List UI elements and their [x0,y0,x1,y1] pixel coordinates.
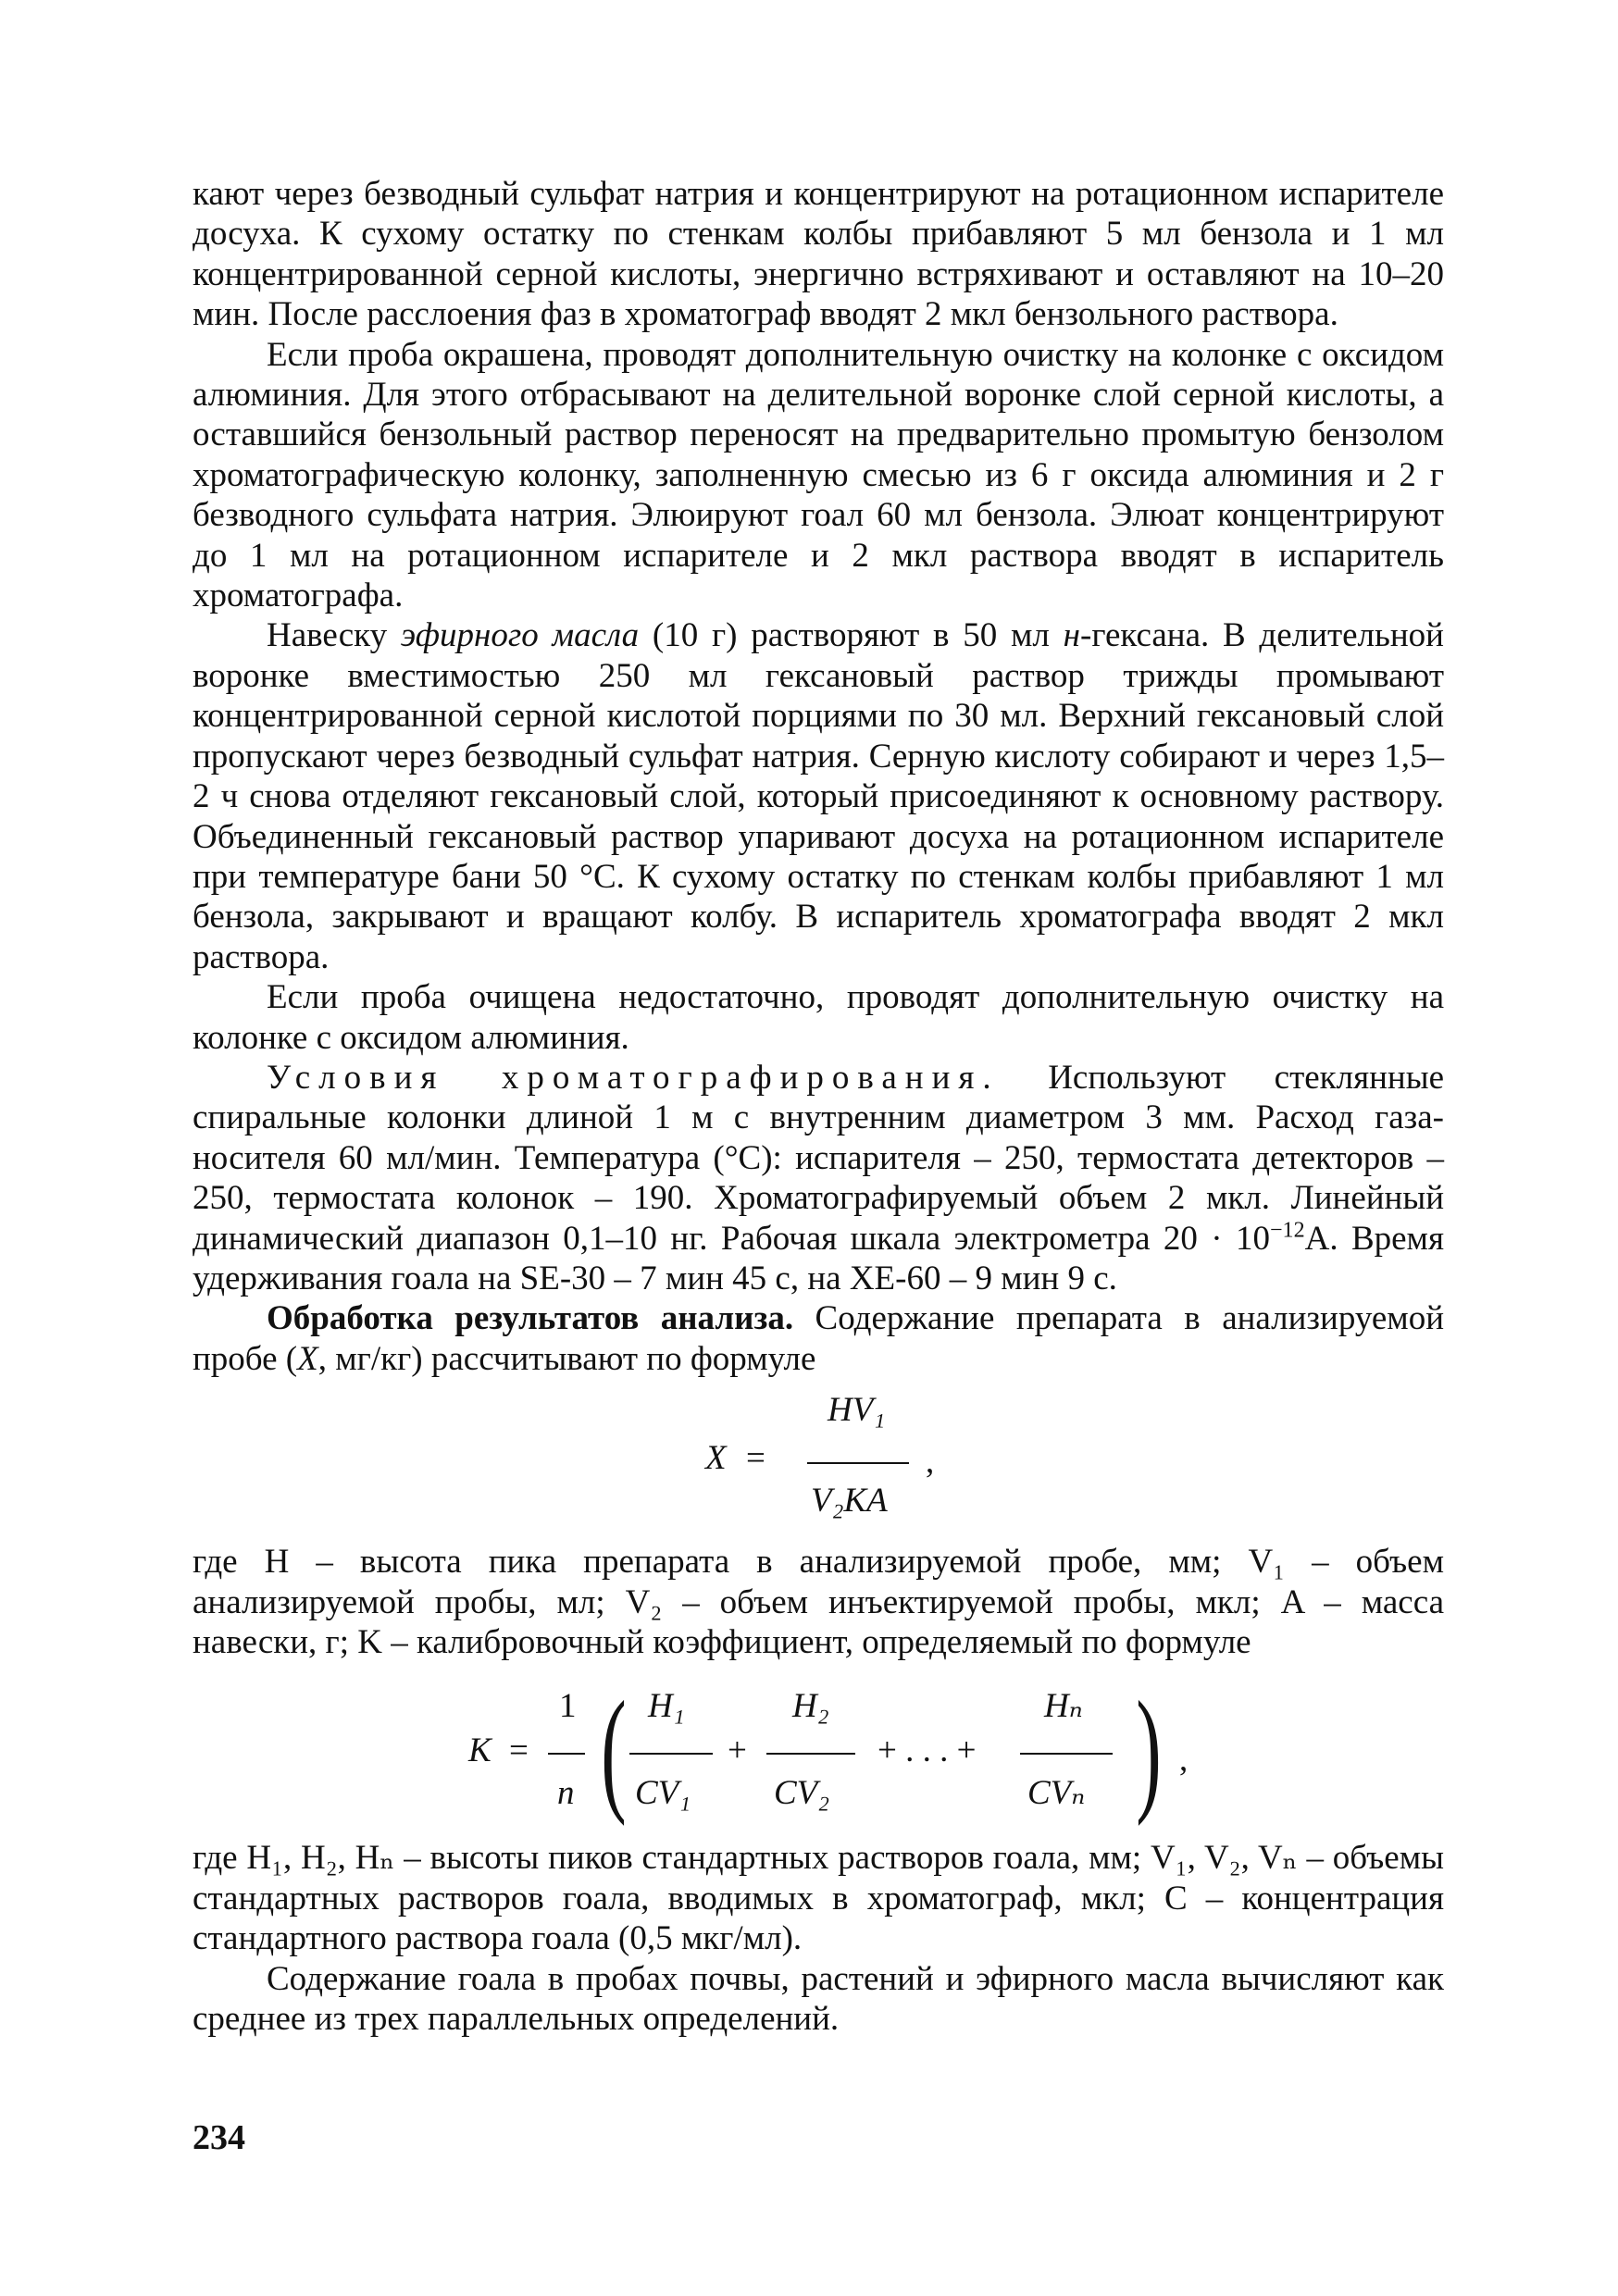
formula-k-term2-numerator: H₂ [792,1687,829,1726]
formula-x-denominator: V₂KA [811,1482,888,1520]
paragraph-6 [193,1298,1444,1379]
formula-k-left-paren: ( [601,1673,627,1828]
formula-k-term1-bar [629,1753,713,1755]
paragraph-5 [193,1058,1444,1298]
results-processing-heading: Обработка результатов анализа. [267,1299,794,1338]
paragraph-4: Если проба очищена недостаточно, проводят дополнительную очистку на колонке с оксидом алюминия. [193,978,1444,1057]
formula-k-term2-denominator: CV₂ [774,1774,830,1813]
paragraph-9: Содержание гоала в пробах почвы, растений и эфирного масла вычисляют как среднее из трех параллельных определений. [193,1959,1444,2039]
p5-text-a: Используют стеклянные спиральные колонки длиной 1 м с внутренним диаметром 3 мм. Расход газа-носителя 60 мл/мин. Температура (°С): испарителя – 250, термостата детекторов – 250, термостата колонок – 190. Хроматографируемый объем 2 мкл. Линейный динамический диапазон 0,1–10 нг. Рабочая шкала электрометра 20 · 10 [193,1058,1444,1258]
formula-x-comma: , [926,1443,935,1482]
formula-x-fraction-bar [807,1462,909,1464]
p3-italic-essential-oil: эфирного масла [400,616,640,655]
p3-italic-n: н [1063,616,1080,655]
p5-exponent: −12 [1269,1218,1305,1243]
paragraph-3 [193,615,1444,977]
formula-k-term2-bar [766,1753,855,1755]
formula-k-termn-denominator: CVₙ [1027,1774,1086,1813]
formula-k-equals: = [509,1731,529,1770]
paragraph-7: где H – высота пика препарата в анализируемой пробе, мм; V₁ – объем анализируемой пробы, мл; V₂ – объем инъектируемой пробы, мкл; A – масса навески, г; K – калибровочный коэффициент, определяемый по формуле [193,1543,1444,1661]
formula-k-ellipsis: + . . . + [877,1731,977,1770]
page-body [193,174,1444,2039]
paragraph-1: кают через безводный сульфат натрия и концентрируют на ротационном испарителе досуха. К сухому остатку по стенкам колбы прибавляют 5 мл бензола и 1 мл концентрированной серной кислоты, энергично встряхивают и оставляют на 10–20 мин. После расслоения фаз в хроматограф вводят 2 мкл бензольного раствора. [193,175,1444,334]
p3-text-b: (10 г) растворяют в 50 мл [639,616,1064,655]
p3-text-a: Навеску [267,616,401,655]
formula-k-right-paren: ) [1136,1673,1162,1828]
formula-k-lhs: K [468,1731,492,1770]
formula-k-termn-bar [1020,1753,1113,1755]
formula-x-numerator: HV₁ [828,1391,886,1430]
paragraph-2: Если проба окрашена, проводят дополнительную очистку на колонке с оксидом алюминия. Для этого отбрасывают на делительной воронке слой серной кислоты, а оставшийся бензольный раствор переносят на предварительно промытую бензолом хроматографическую колонку, заполненную смесью из 6 г оксида алюминия и 2 г безводного сульфата натрия. Элюируют гоал 60 мл бензола. Элюат концентрируют до 1 мл на ротационном испарителе и 2 мкл раствора вводят в испаритель хроматографа. [193,335,1444,615]
paragraph-8: где H₁, H₂, Hₙ – высоты пиков стандартных растворов гоала, мм; V₁, V₂, Vₙ – объемы стандартных растворов гоала, вводимых в хроматограф, мкл; C – концентрация стандартного раствора гоала (0,5 мкг/мл). [193,1839,1444,1958]
p6-variable-x: X [297,1339,318,1378]
formula-k-coef-denominator: n [557,1774,575,1813]
p6-text-a: Содержание препарата в анализируемой пробе ( [193,1299,1445,1378]
formula-k-term1-numerator: H₁ [648,1687,685,1726]
formula-k-coef-numerator: 1 [559,1687,577,1726]
formula-k-coef-bar [548,1753,585,1755]
formula-k-plus: + [728,1731,747,1770]
p5-text-b: А. Время удерживания гоала на SE-30 – 7 мин 45 с, на ХЕ-60 – 9 мин 9 с. [193,1219,1444,1297]
formula-x [193,1386,1444,1533]
formula-k [193,1668,1444,1831]
chromatography-conditions-heading: Условия хроматографирования. [267,1058,1000,1097]
p6-text-b: , мг/кг) рассчитывают по формуле [317,1339,816,1378]
p3-text-c: -гексана. В делительной воронке вместимостью 250 мл гексановый раствор трижды промывают концентрированной серной кислотой порциями по 30 мл. Верхний гексановый слой пропускают через безводный сульфат натрия. Серную кислоту собирают и через 1,5–2 ч снова отделяют гексановый слой, который присоединяют к основному раствору. Объединенный гексановый раствор упаривают досуха на ротационном испарителе при температуре бани 50 °С. К сухому остатку по стенкам колбы прибавляют 1 мл бензола, закрывают и вращают колбу. В испаритель хроматографа вводят 2 мкл раствора. [193,616,1444,976]
formula-k-term1-denominator: CV₁ [635,1774,691,1813]
formula-k-termn-numerator: Hₙ [1044,1687,1083,1726]
page-number: 234 [193,2118,245,2157]
formula-k-comma: , [1179,1741,1189,1780]
formula-x-lhs: X [705,1439,727,1478]
formula-x-equals: = [746,1439,765,1478]
